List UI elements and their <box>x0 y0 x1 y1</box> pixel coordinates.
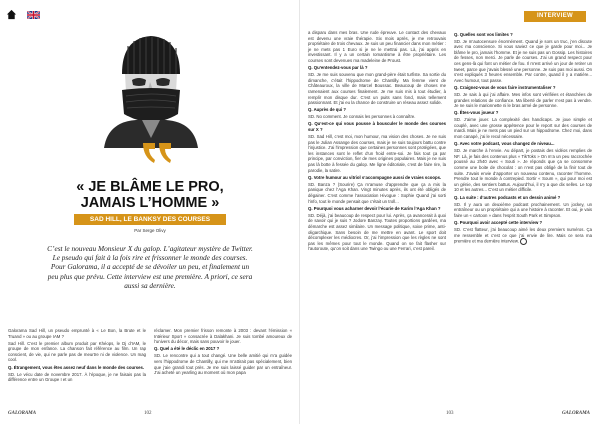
home-icon[interactable] <box>6 9 17 20</box>
subtitle-banner: SAD HILL, LE BANKSY DES COURSES <box>74 214 226 225</box>
interview-question: Q. Pourquoi avoir accepté cette interview ? <box>454 219 543 225</box>
interview-answer: SD. Je m’autocensure énormément. Quand je sors un truc, j’en discute avec ma conscience. Si vous saviez ce que je garde pour moi... Je blâme le pro, jamais l’homme. Et je ne suis pas un Gossip. Les histoires de fesses, non merci. Je parle de courses. J’ai un grand respect pour ces gens-là qui font un métier de fou. Il m’est arrivé un jour de retirer un tweet, parce que j’avais blessé une personne. Je suis pas moi aussi. On s’est expliqués 3 heures ensemble. Par contre, quand il y a matière... Avec humour, tout passe. <box>454 38 592 83</box>
footer-logo-right: GALORAMA <box>561 411 590 416</box>
interview-question: Q. La suite : d’autres podcasts et un dessin animé ? <box>454 194 561 200</box>
interview-answer: Galorama Sad Hill, un pseudo emprunté à « Le Bon, la Brute et le Truand » ou au groupe IAM ? <box>8 328 146 339</box>
interview-answer: SD. J’aime jouer. La complexité des handicaps. Je joue simple et couplé, avec une grosse appétence pour le report sur des courses de mardi. Mais je ne mets pas un pied sur un hippodrome. Chez moi, dans mon canapé, j’ai le recul nécessaire. <box>454 117 592 140</box>
end-of-article-icon <box>520 238 527 245</box>
interview-answer: SD. Banza ? (Sourire) Ça m’amuse d’apprendre que ça a mis la panique chez l’Aga Khan. Vingt minutes après, ils ont été obligés de dégainer. C’est comme l’association Hivogue : Sophie Quand j’ai sorti l’info, tout le monde pensait que c’était un troll... <box>308 181 446 204</box>
interview-answer: SD. Le rencontre qui a tout changé. Une belle amitié qui m’a guidée vers l’hippodrome de Chantilly, qui me m’attirait pas spécialement, bien que j’aie grandi tout près. Je me suis laissé guider par un entraîneur. J’ai acheté un yearling au moment où mon papa <box>154 353 292 376</box>
interview-question: Q. Avec votre podcast, vous changez de niveau... <box>454 141 555 147</box>
page-number-right: 103 <box>446 411 454 416</box>
quotation-mark-icon <box>141 141 175 169</box>
text-column-1 <box>8 328 146 384</box>
interview-answer: SD. Sad Hill, c’est moi, mon humour, ma vision des choses. Je ne suis pas le Julian Assange des courses, mais je ne suis toujours battu contre l’injustice. J’ai l’impression que certaines personnes sont protégées, que les instances sont le reflet d’un froid entre-soi. Je fais tout ça par principe, par conviction, fier de mes origines populaires. Mais je ne suis pas là botte à fessée du galop. Me ligne éditoriale, c’est de faire rire, la parodie, la satire. <box>308 134 446 173</box>
interview-question: Q. Étrangement, vous êtes assez neuf dans le monde des courses. <box>8 364 145 370</box>
intro-paragraph: C’est le nouveau Monsieur X du galop. L’agitateur mystère de Twitter. Le pseudo qui fait à la fois rire et frissonner le monde des courses. Pour Galorama, il a accepté de se dévoiler un peu, et finalement un peu plus que prévu. Cette interview est une première. A priori, ce sera aussi sa dernière. <box>47 244 253 290</box>
interview-answer: réclamer. Mon premier frisson remonte à 2003 : devant l’émission « Intérieur Sport » consacrée à Dalakhani. Je suis tombé amoureux de l’univers du décor, mais sans pouvoir le jouer. <box>154 328 292 345</box>
text-column-4 <box>454 30 592 246</box>
masked-portrait-illustration <box>98 30 204 148</box>
interview-answer: a disparu dans mes bras. Une rude épreuve. Le contact des chevaux est devenu une vraie thérapie. Six mois après, je me retrouvais propriétaire de trois chevaux. Je suis un peu financier dans mon métier : je ne mets pas 1 Euro si je ne le mettrai pas. Là, j’ai appris en investissant. Il y a un certain romantisme à être propriétaire. Les courses sont devenues ma madeleine de Proust. <box>308 30 446 63</box>
interview-answer: SD. Le vécu date de novembre 2017. À l’époque, je ne faisais pas la différence entre un Groupe I et un <box>8 371 146 383</box>
interview-question: Q. Quelles sont vos limites ? <box>454 31 513 37</box>
footer-logo-left: GALORAMA <box>8 411 37 416</box>
interview-answer: SD. Déjà, j’ai beaucoup de respect pour lui. Après, ça avancerait à quoi de savoir qui je suis ? Jodore Banzay. Toutes proportions gardées, ma démarche est assez similaire. Un message politique, soixe prime, anti-oligarchique. Sans besoin de me mettre en avant. Le sport doit décomplexer les médiocres. Or, j’ai l’impression que les règles ne sont pas les mêmes pour tout le monde. Quand on se fait flasher sur l’autoroute, qu’on soit dans une Twingo ou une Ferrari, c’est pareil. <box>308 212 446 252</box>
article-headline <box>30 179 270 211</box>
page-number-left: 102 <box>144 411 152 416</box>
interview-answer: SD. Je sais à qui j’ai affaire. Mes infos sont vérifiées et étanchées de grandes relations de confiance. Ma liberté de parler n’est pas à vendre. Je ne suis le marionnette ni le bras armé de personne. <box>454 91 592 109</box>
interview-question: Q. Qu’est-ce qui vous pousse à bousculer le monde des courses sur X ? <box>308 121 446 133</box>
interview-answer: SD. No comment. Je connais les personnes à connaître. <box>308 114 416 120</box>
interview-question: Q. Auprès de qui ? <box>308 107 347 113</box>
interview-question: Q. Quel a été le déclic en 2017 ? <box>154 346 220 352</box>
interview-question: Q. Êtes-vous joueur ? <box>454 110 499 116</box>
interview-answer: SD. Je marche à l’envie. Au départ, je postais des vidéos remplies de NF. Là, je fais des contenus plus « TikToks » On m’a un peu raccrochée poussé au 2h40 avec « Souti ». Je réponds que ça se consomme comme une boite de chocolat : on n’est pas obligé de la finir tout de suite. J’avais envie d’apporter un nouveau contenu, raconter l’homme. Prendre tout le monde à contrepied. Sortir « Soum », qui pour moi est un génie, des sentiers battus. Aujourd’hui, il n’y a que dix selles. Le top 10 et les autres... C’est un métier difficile. <box>454 148 592 193</box>
text-column-2 <box>154 328 292 377</box>
interview-question: Q. Votre humour au vitriol s’accompagne aussi de vraies scoops. <box>308 174 442 180</box>
interview-question: Q. Qu’entendez-vous par là ? <box>308 65 368 71</box>
interview-answer: Sad Hill. C’est le premier album produit par Khéops, le Dj d’IAM, le groupe de mon enfance. La chanson fait référence au film. Un rap conscient, de vie, qui ne parle pas de meurtre ni de violence. Un mag cool. <box>8 340 146 363</box>
section-tab: INTERVIEW <box>524 11 586 22</box>
interview-answer: SD. Il y aura un deuxième podcast prochainement. Un jockey, un entraîneur ou un propriétaire qui a une histoire à raconter. Et oui, je vais faire un « cartoon » dans l’esprit South Park et Simpson. <box>454 201 592 218</box>
byline: Par Serge Olivy <box>134 228 166 233</box>
uk-flag-icon[interactable] <box>27 11 40 19</box>
headline-line-2: JAMAIS L’HOMME » <box>80 195 220 211</box>
interview-question: Q. Pourquoi vous acharner devoir l’écurie de Karim l’Aga Khan ? <box>308 205 441 211</box>
interview-answer: SD. C’est flatteur, j’ai beaucoup aimé les deux premiers numéros. Ça me ressemble et c’est ce que j’ai envie de lire. Mais ce sera ma première et ma dernière interview. <box>454 226 592 244</box>
right-page <box>300 0 600 424</box>
interview-answer: SD. Je me suis souvenu que mon grand-père était turfiste. Sa sortie du dimanche, c’était l’hippodrome de Chantilly. Ma femme vient de Châteauroux, la ville de Marcel Boussac. Beaucoup de choses me ramenaient aux courses finalement. Je me suis mis à tout étudier, à remplir mon disque dur. C’est un puits sans fond, mais tellement passionnant. Et j’ai eu la chance de construire un réseau assez solide. <box>308 72 446 106</box>
text-column-3 <box>308 30 446 253</box>
headline-line-1: « JE BLÂME LE PRO, <box>76 179 224 195</box>
interview-question: Q. Craignez-vous de vous faire instrumentaliser ? <box>454 84 556 90</box>
